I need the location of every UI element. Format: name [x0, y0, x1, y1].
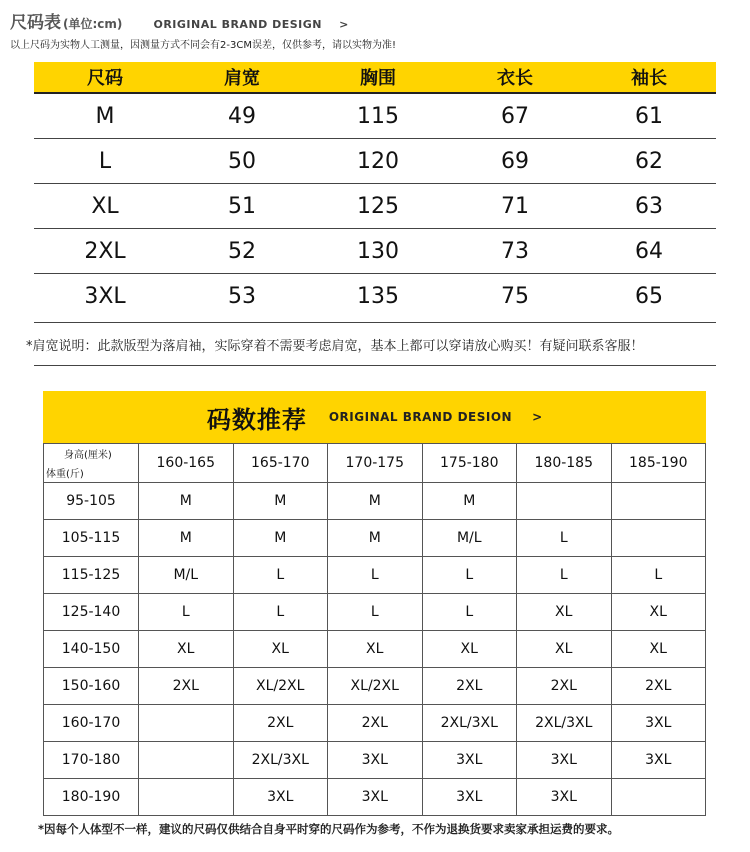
size-table-header-row — [34, 62, 716, 93]
weight-cell: 170-180 — [44, 742, 139, 779]
size-label-cell: 3XL — [84, 283, 126, 309]
recommended-size-cell — [611, 483, 706, 520]
size-label-cell: M — [34, 93, 176, 139]
recommended-size-cell: 2XL — [517, 668, 612, 705]
recommended-size-cell: L — [422, 557, 517, 594]
unit-label: (单位:cm) — [63, 17, 123, 31]
divider — [34, 365, 716, 366]
measurement-cell: 75 — [501, 283, 529, 309]
header-title-row — [10, 8, 740, 33]
weight-cell: 150-160 — [44, 668, 139, 705]
recommend-table — [43, 443, 706, 816]
recommended-size-cell: 2XL — [611, 668, 706, 705]
recommended-size-cell: 2XL — [328, 705, 423, 742]
measurement-cell: 51 — [176, 184, 308, 229]
recommended-size-cell — [139, 779, 234, 816]
recommended-size-cell: L — [422, 594, 517, 631]
recommended-size-cell: XL/2XL — [328, 668, 423, 705]
page-title: 尺码表 — [10, 13, 61, 33]
shoulder-note: *肩宽说明：此款版型为落肩袖，实际穿着不需要考虑肩宽，基本上都可以穿请放心购买！有疑问联系客服！ — [26, 339, 644, 354]
recommended-size-cell — [611, 779, 706, 816]
size-label-cell: XL — [34, 184, 176, 229]
recommended-size-cell: XL — [517, 594, 612, 631]
measurement-cell: 61 — [582, 93, 716, 139]
measurement-cell: 69 — [448, 139, 582, 184]
recommended-size-cell: 2XL/3XL — [517, 705, 612, 742]
measurement-cell: 135 — [357, 283, 399, 309]
measurement-cell: 130 — [308, 229, 448, 274]
measurement-cell: 65 — [635, 283, 663, 309]
recommend-row — [44, 631, 706, 668]
recommended-size-cell — [139, 742, 234, 779]
measurement-cell: 63 — [582, 184, 716, 229]
header — [10, 8, 740, 51]
recommend-header-row — [44, 444, 706, 483]
measurement-cell: 62 — [582, 139, 716, 184]
size-label-cell: L — [34, 139, 176, 184]
height-header-cell: 170-175 — [328, 444, 423, 483]
recommended-size-cell: XL — [328, 631, 423, 668]
arrow-icon: > — [339, 18, 349, 31]
recommended-size-cell: M — [328, 483, 423, 520]
measurement-cell: 52 — [176, 229, 308, 274]
weight-cell: 125-140 — [44, 594, 139, 631]
recommended-size-cell: 2XL — [139, 668, 234, 705]
recommended-size-cell — [517, 483, 612, 520]
height-axis-label: 身高(厘米) — [64, 450, 112, 461]
recommended-size-cell: 2XL — [233, 705, 328, 742]
recommended-size-cell: M/L — [139, 557, 234, 594]
size-label-cell: 2XL — [34, 229, 176, 274]
recommend-row — [44, 557, 706, 594]
recommend-row — [44, 520, 706, 557]
recommended-size-cell: 3XL — [422, 742, 517, 779]
recommend-row — [44, 594, 706, 631]
divider — [34, 322, 716, 323]
recommended-size-cell: L — [139, 594, 234, 631]
size-header-cell: 衣长 — [448, 62, 582, 93]
measurement-cell: 73 — [448, 229, 582, 274]
recommended-size-cell: XL/2XL — [233, 668, 328, 705]
size-table-row — [34, 229, 716, 274]
size-header-cell: 袖长 — [582, 62, 716, 93]
recommended-size-cell: M — [139, 520, 234, 557]
recommended-size-cell: M/L — [422, 520, 517, 557]
recommended-size-cell: 3XL — [611, 742, 706, 779]
recommended-size-cell: 3XL — [233, 779, 328, 816]
measurement-cell: 115 — [308, 93, 448, 139]
measurement-cell: 71 — [448, 184, 582, 229]
size-table-row — [34, 184, 716, 229]
recommended-size-cell: L — [517, 557, 612, 594]
recommended-size-cell: XL — [611, 594, 706, 631]
arrow-icon: > — [532, 410, 543, 424]
recommended-size-cell: L — [233, 557, 328, 594]
recommended-size-cell: L — [611, 557, 706, 594]
height-header-cell: 165-170 — [233, 444, 328, 483]
recommended-size-cell: XL — [422, 631, 517, 668]
recommend-row — [44, 779, 706, 816]
recommended-size-cell: M — [328, 520, 423, 557]
brand-label: ORIGINAL BRAND DESIGN — [153, 18, 323, 31]
recommend-row — [44, 705, 706, 742]
recommended-size-cell — [139, 705, 234, 742]
recommended-size-cell: XL — [139, 631, 234, 668]
recommended-size-cell: 3XL — [328, 779, 423, 816]
recommended-size-cell: M — [422, 483, 517, 520]
measurement-cell: 67 — [448, 93, 582, 139]
weight-cell: 180-190 — [44, 779, 139, 816]
recommended-size-cell: M — [139, 483, 234, 520]
size-table — [34, 62, 716, 318]
recommended-size-cell — [611, 520, 706, 557]
weight-cell: 140-150 — [44, 631, 139, 668]
recommended-size-cell: XL — [233, 631, 328, 668]
measurement-cell: 50 — [176, 139, 308, 184]
recommended-size-cell: M — [233, 483, 328, 520]
recommended-size-cell: 3XL — [517, 779, 612, 816]
weight-axis-label: 体重(斤) — [46, 469, 84, 480]
recommended-size-cell: 2XL/3XL — [233, 742, 328, 779]
size-header-cell: 尺码 — [34, 62, 176, 93]
size-table-row — [34, 93, 716, 139]
measurement-cell: 64 — [582, 229, 716, 274]
recommended-size-cell: 3XL — [328, 742, 423, 779]
recommended-size-cell: 3XL — [422, 779, 517, 816]
size-table-row — [34, 274, 716, 319]
footer-note: *因每个人体型不一样，建议的尺码仅供结合自身平时穿的尺码作为参考，不作为退换货要求卖家承担运费的要求。 — [38, 822, 620, 836]
recommend-title: 码数推荐 — [206, 405, 307, 434]
recommended-size-cell: XL — [611, 631, 706, 668]
recommended-size-cell: 2XL/3XL — [422, 705, 517, 742]
recommend-row — [44, 742, 706, 779]
measurement-cell: 120 — [308, 139, 448, 184]
weight-cell: 105-115 — [44, 520, 139, 557]
recommend-row — [44, 483, 706, 520]
height-header-cell: 175-180 — [422, 444, 517, 483]
recommended-size-cell: XL — [517, 631, 612, 668]
recommended-size-cell: L — [328, 557, 423, 594]
recommend-row — [44, 668, 706, 705]
recommended-size-cell: 3XL — [611, 705, 706, 742]
weight-cell: 95-105 — [44, 483, 139, 520]
measurement-cell: 53 — [228, 283, 256, 309]
weight-cell: 115-125 — [44, 557, 139, 594]
size-header-cell: 胸围 — [308, 62, 448, 93]
recommended-size-cell: L — [233, 594, 328, 631]
measurement-note: 以上尺码为实物人工测量，因测量方式不同会有2-3CM误差，仅供参考，请以实物为准! — [10, 40, 396, 51]
height-header-cell: 185-190 — [611, 444, 706, 483]
size-table-row — [34, 139, 716, 184]
recommended-size-cell: L — [517, 520, 612, 557]
recommend-brand: ORIGINAL BRAND DESION — [328, 410, 513, 424]
measurement-cell: 125 — [308, 184, 448, 229]
height-header-cell: 160-165 — [139, 444, 234, 483]
recommend-banner — [43, 391, 706, 443]
height-header-cell: 180-185 — [517, 444, 612, 483]
measurement-cell: 49 — [176, 93, 308, 139]
recommended-size-cell: L — [328, 594, 423, 631]
recommended-size-cell: 2XL — [422, 668, 517, 705]
size-header-cell: 肩宽 — [176, 62, 308, 93]
corner-cell — [44, 444, 139, 483]
recommended-size-cell: 3XL — [517, 742, 612, 779]
recommended-size-cell: M — [233, 520, 328, 557]
weight-cell: 160-170 — [44, 705, 139, 742]
